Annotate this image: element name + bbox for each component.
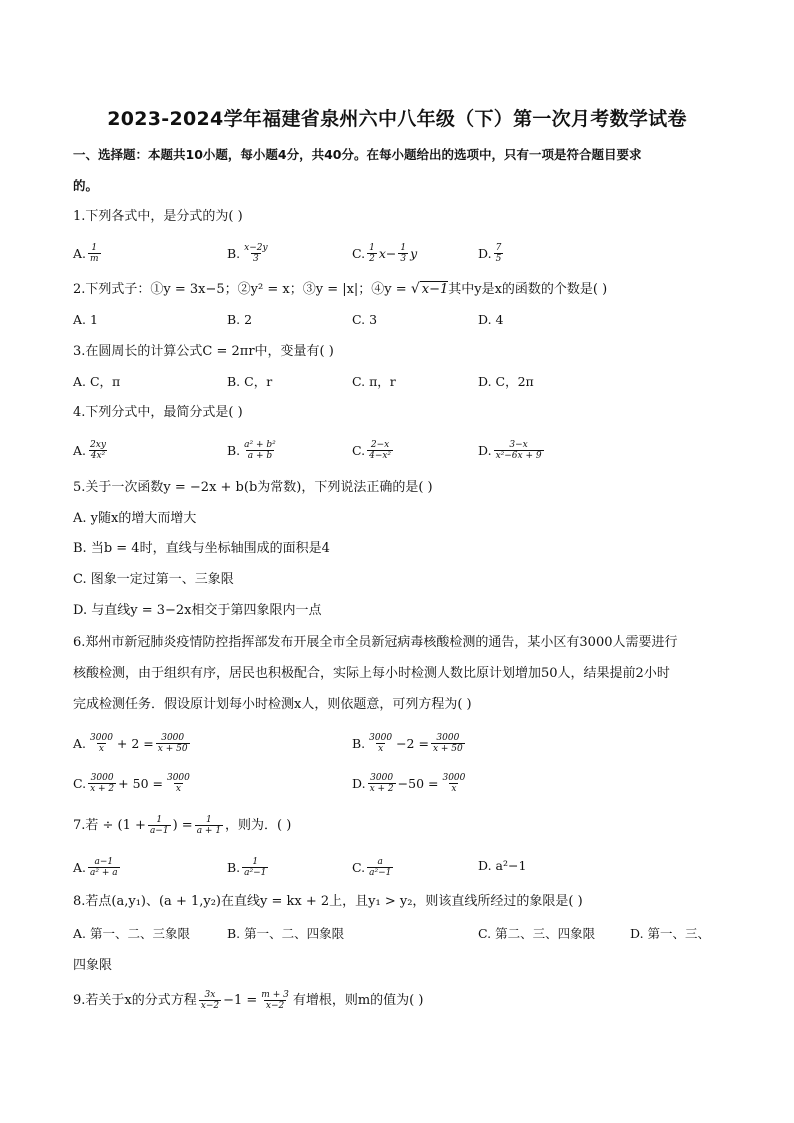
numerator: 2−x [370,440,390,450]
denominator: 2 [369,254,375,264]
fraction [242,243,269,264]
numerator: a² + b² [244,440,276,450]
denominator: a + b [247,451,273,461]
fraction [199,990,221,1011]
question-5-option-d: D. 与直线y = 3−2x相交于第四象限内一点 [73,603,322,618]
numerator: 7 [495,243,502,253]
section-header: 一、选择题：本题共10小题，每小题4分，共40分。在每小题给出的选项中，只有一项是符合题目要求 [73,147,642,162]
numerator: 3000 [90,733,113,743]
question-3-option-b: B. C，r [227,374,273,389]
option-label: C. [352,859,366,875]
question-8-stem: 8.若点(a,y₁)、(a + 1,y₂)在直线y = kx + 2上，且y₁ > y₂，则该直线所经过的象限是( ) [73,894,583,909]
numerator: m + 3 [261,990,289,1000]
question-4-stem: 4.下列分式中，最简分式是( ) [73,405,243,420]
variable: y [410,245,418,261]
operator: + 2 = [116,735,154,751]
numerator: 1 [206,815,212,825]
question-8-option-c: C. 第二、三、四象限 [478,926,596,941]
numerator: 3−x [509,440,528,450]
question-text: ) = [172,817,193,833]
fraction [88,857,120,878]
option-label: A. [73,442,87,458]
denominator: a−1 [149,826,169,836]
numerator: 1 [156,815,163,825]
denominator: x [451,784,457,794]
question-7-option-d: D. a²−1 [478,858,527,873]
option-label: B. [227,245,241,261]
numerator: x−2y [244,243,268,253]
denominator: x + 2 [90,784,115,794]
denominator: a² + a [90,868,118,878]
question-text: −1 = [223,992,258,1008]
variable: x [378,245,386,261]
question-5-option-a: A. y随x的增大而增大 [73,511,197,526]
question-1-option-d [478,243,505,264]
denominator: x [98,744,104,754]
fraction [148,815,171,836]
numerator: 3000 [442,773,466,783]
numerator: 3000 [369,733,393,743]
question-6-stem-line1: 6.郑州市新冠肺炎疫情防控指挥部发布开展全市全员新冠病毒核酸检测的通告，某小区有3000人需要进行 [73,635,678,650]
numerator: a−1 [94,857,114,867]
question-1-option-c [352,243,417,264]
question-6-stem-line3: 完成检测任务．假设原计划每小时检测x人，则依题意，可列方程为( ) [73,697,472,712]
question-2-stem: 2.下列式子：①y = 3x−5；②y² = x；③y = |x|；④y = √ x−1其中y是x的函数的个数是( ) [73,281,608,297]
denominator: x [378,744,384,754]
denominator: a + 1 [196,826,222,836]
question-7-option-b [227,857,270,878]
option-label: C. [73,775,87,791]
denominator: m [90,254,99,264]
fraction [431,733,465,754]
question-4-option-a [73,440,110,461]
question-6-option-a [73,733,192,754]
option-label: C. [352,442,366,458]
section-header-cont: 的。 [73,178,99,193]
denominator: x−2 [265,1001,285,1011]
option-label: B. [352,735,366,751]
fraction [367,857,393,878]
option-label: A. [73,245,87,261]
fraction [440,773,467,794]
question-4-option-b [227,440,280,461]
question-8-option-d: D. 第一、三、 [630,926,711,941]
question-8-option-a: A. 第一、二、三象限 [73,926,190,941]
question-text: 其中y是x的函数的个数是( ) [448,282,608,297]
question-text: 9.若关于x的分式方程 [73,992,197,1008]
question-8-option-b: B. 第一、二、四象限 [227,926,345,941]
option-label: A. [73,735,87,751]
question-6-option-b [352,733,467,754]
fraction [165,773,192,794]
question-8-option-d-cont: 四象限 [73,958,113,973]
option-label: D. [478,442,492,458]
question-2-option-a: A. 1 [73,312,98,327]
denominator: x [175,784,181,794]
question-3-option-a: A. C，π [73,374,121,389]
question-text: 7.若 ÷ (1 + [73,817,146,833]
question-6-stem-line2: 核酸检测，由于组织有序，居民也积极配合，实际上每小时检测人数比原计划增加50人，结果提前2小时 [73,666,670,681]
operator: + 50 = [118,775,163,791]
question-text: ，则为．( ) [225,817,292,833]
fraction [259,990,291,1011]
operator: −50 = [397,775,439,791]
question-7-option-a [73,857,122,878]
numerator: 1 [91,243,98,253]
denominator: x−2 [200,1001,220,1011]
denominator: a²−1 [369,868,392,878]
fraction [242,440,278,461]
question-4-option-c [352,440,395,461]
question-text: 有增根，则m的值为( ) [292,992,424,1008]
denominator: x + 2 [369,784,394,794]
numerator: 3x [204,990,216,1000]
numerator: 3000 [166,773,190,783]
question-1-option-b [227,243,272,264]
fraction [494,440,544,461]
question-5-stem: 5.关于一次函数y = −2x + b(b为常数)，下列说法正确的是( ) [73,480,433,495]
denominator: x + 50 [432,744,463,754]
numerator: 3000 [436,733,460,743]
fraction [88,440,108,461]
option-label: B. [227,859,241,875]
fraction [156,733,190,754]
question-6-option-d [352,773,469,794]
option-label: A. [73,859,87,875]
question-7-option-c [352,857,395,878]
question-2-option-c: C. 3 [352,312,378,327]
fraction [88,773,116,794]
denominator: x + 50 [157,744,188,754]
question-6-option-c [73,773,194,794]
denominator: a²−1 [244,868,267,878]
question-4-option-d [478,440,546,461]
fraction [398,243,408,264]
denominator: 3 [253,254,259,264]
fraction [494,243,504,264]
question-1-stem: 1.下列各式中，是分式的为( ) [73,209,243,224]
question-3-stem: 3.在圆周长的计算公式C = 2πr中，变量有( ) [73,344,334,359]
question-1-option-a [73,243,103,264]
fraction [242,857,268,878]
numerator: a [377,857,383,867]
fraction [195,815,223,836]
fraction [88,733,115,754]
numerator: 1 [400,243,407,253]
operator: − [385,245,397,261]
fraction [367,440,393,461]
question-3-option-c: C. π，r [352,374,396,389]
numerator: 1 [369,243,375,253]
page-title: 2023-2024学年福建省泉州六中八年级（下）第一次月考数学试卷 [107,108,687,130]
question-5-option-b: B. 当b = 4时，直线与坐标轴围成的面积是4 [73,541,330,556]
fraction [88,243,101,264]
numerator: 1 [252,857,259,867]
option-label: D. [352,775,366,791]
fraction [368,773,396,794]
option-label: C. [352,245,366,261]
radicand: x−1 [421,282,449,297]
denominator: 5 [495,254,502,264]
denominator: 4−x² [369,451,392,461]
question-5-option-c: C. 图象一定过第一、三象限 [73,572,234,587]
denominator: x²−6x + 9 [495,451,542,461]
operator: −2 = [396,735,429,751]
fraction [367,243,377,264]
denominator: 4x² [90,451,106,461]
numerator: 3000 [161,733,185,743]
question-2-option-b: B. 2 [227,312,253,327]
numerator: 3000 [90,773,114,783]
numerator: 2xy [90,440,106,450]
denominator: 3 [400,254,407,264]
question-7-stem [73,815,291,836]
question-2-option-d: D. 4 [478,312,504,327]
option-label: D. [478,245,492,261]
question-9-stem [73,990,423,1011]
fraction [367,733,394,754]
question-3-option-d: D. C，2π [478,374,534,389]
question-text: 2.下列式子：①y = 3x−5；②y² = x；③y = |x|；④y = [73,282,411,297]
numerator: 3000 [370,773,394,783]
option-label: B. [227,442,241,458]
